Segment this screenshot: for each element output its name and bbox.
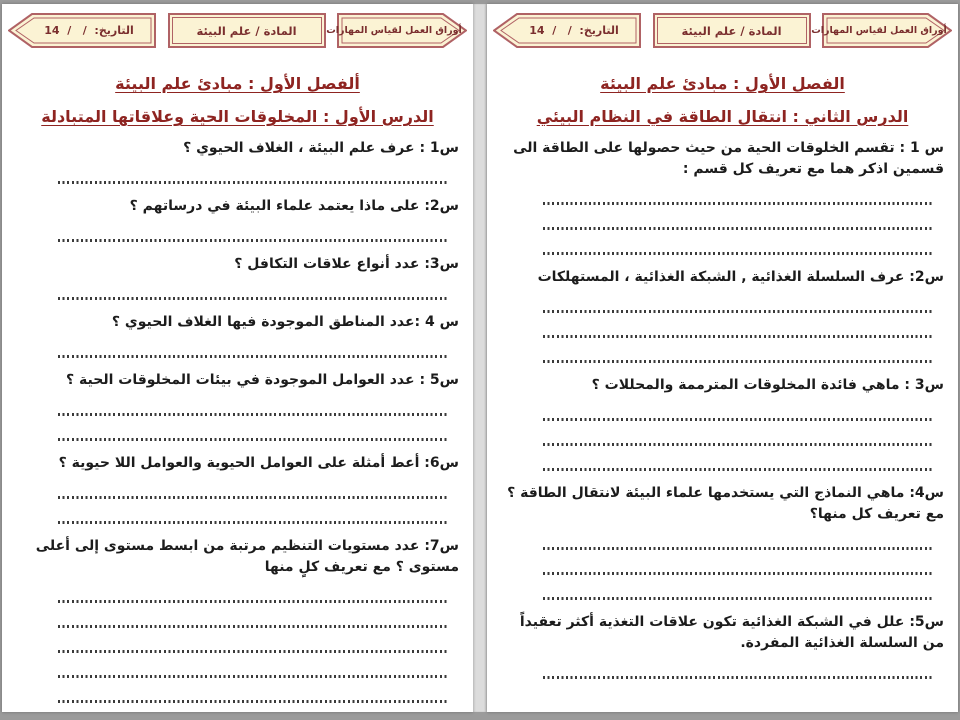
- answer-dotted-line: [543, 335, 932, 338]
- page-lesson-2: [487, 4, 958, 712]
- question-text: س5: علل في الشبكة الغذائية تكون علاقات التغذية أكثر تعقيداً من السلسلة الغذائية المفردة.: [519, 614, 944, 651]
- answer-dotted-line: [58, 413, 447, 416]
- question-text: س5 : عدد العوامل الموجودة في بيئات المخلوقات الحية ؟: [66, 372, 459, 388]
- answer-dotted-line: [543, 468, 932, 471]
- answer-dotted-line: [58, 496, 447, 499]
- question-text: س 4 :عدد المناطق الموجودة فيها الغلاف الحيوي ؟: [111, 314, 459, 330]
- answer-dotted-line: [543, 676, 932, 679]
- chapter-title: ألفصل الأول : مبادئ علم البيئة: [115, 74, 360, 93]
- subject-banner: [168, 13, 326, 48]
- question-text: س3: عدد أنواع علاقات التكافل ؟: [234, 256, 459, 272]
- date-banner: [493, 13, 641, 48]
- answer-dotted-line: [543, 443, 932, 446]
- skills-banner-label: أوراق العمل لقياس المهارات: [326, 25, 462, 36]
- chapter-title: الفصل الأول : مبادئ علم البيئة: [600, 74, 845, 93]
- page-header: [2, 4, 473, 48]
- answer-dotted-line: [58, 650, 447, 653]
- page-header: [487, 4, 958, 48]
- answer-dotted-line: [58, 438, 447, 441]
- date-banner-label: التاريخ: / / 14: [529, 24, 619, 37]
- question-list: [487, 138, 958, 679]
- page-gap: [473, 4, 487, 712]
- answer-dotted-line: [543, 597, 932, 600]
- question-text: س 1 : تقسم الخلوقات الحية من حيث حصولها على الطاقة الى قسمين اذكر هما مع تعريف كل قسم :: [513, 140, 944, 177]
- question-text: س6: أعط أمثلة على العوامل الحيوية والعوامل اللا حيوية ؟: [58, 455, 459, 471]
- question-list: [2, 138, 473, 703]
- answer-dotted-line: [543, 360, 932, 363]
- date-banner: [8, 13, 156, 48]
- answer-dotted-line: [58, 355, 447, 358]
- question-text: س1 : عرف علم البيئة ، الغلاف الحيوي ؟: [183, 140, 459, 156]
- question-text: س2: عرف السلسلة الغذائية , الشبكة الغذائية ، المستهلكات: [537, 269, 944, 285]
- skills-banner: [326, 13, 467, 48]
- subject-banner: [653, 13, 811, 48]
- question-text: س7: عدد مستويات التنظيم مرتبة من ابسط مستوى إلى أعلى مستوى ؟ مع تعريف كلٍ منها: [35, 538, 459, 575]
- answer-dotted-line: [543, 252, 932, 255]
- answer-dotted-line: [543, 547, 932, 550]
- answer-dotted-line: [58, 181, 447, 184]
- answer-dotted-line: [58, 600, 447, 603]
- question-text: س2: على ماذا يعتمد علماء البيئة في درساتهم ؟: [129, 198, 459, 214]
- page-lesson-1: [2, 4, 473, 712]
- answer-dotted-line: [543, 310, 932, 313]
- lesson-title: الدرس الثاني : انتقال الطاقة في النظام البيئي: [536, 107, 909, 126]
- answer-dotted-line: [58, 675, 447, 678]
- answer-dotted-line: [58, 521, 447, 524]
- date-banner-label: التاريخ: / / 14: [44, 24, 134, 37]
- subject-banner-label: المادة / علم البيئة: [172, 17, 322, 44]
- lesson-title: الدرس الأول : المخلوقات الحية وعلاقاتها المتبادلة: [41, 107, 434, 126]
- answer-dotted-line: [58, 297, 447, 300]
- answer-dotted-line: [543, 572, 932, 575]
- question-text: س4: ماهي النماذج التي يستخدمها علماء البيئة لانتقال الطاقة ؟ مع تعريف كل منها؟: [507, 485, 944, 522]
- answer-dotted-line: [58, 625, 447, 628]
- subject-banner-label: المادة / علم البيئة: [657, 17, 807, 44]
- answer-dotted-line: [543, 227, 932, 230]
- answer-dotted-line: [543, 202, 932, 205]
- skills-banner-label: أوراق العمل لقياس المهارات: [811, 25, 947, 36]
- answer-dotted-line: [58, 239, 447, 242]
- answer-dotted-line: [58, 700, 447, 703]
- answer-dotted-line: [543, 418, 932, 421]
- question-text: س3 : ماهي فائدة المخلوقات المترممة والمحللات ؟: [591, 377, 944, 393]
- skills-banner: [811, 13, 952, 48]
